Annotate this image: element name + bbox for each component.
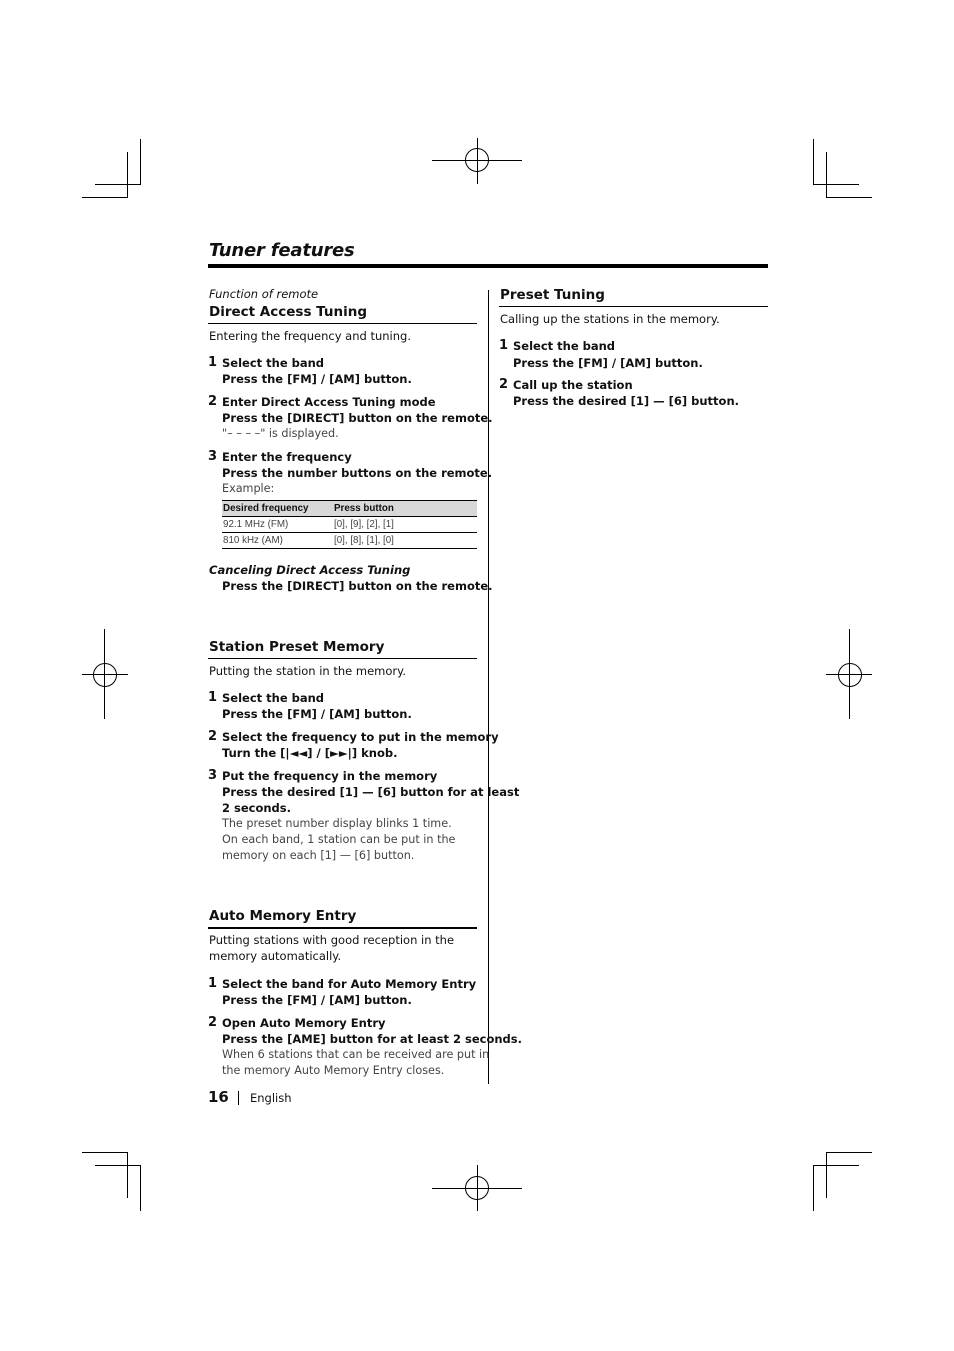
step-action: Press the desired [1] — [6] button. <box>513 394 740 408</box>
step-title: Put the frequency in the memory <box>222 769 438 783</box>
step-number: 3 <box>208 449 218 464</box>
step-title: Enter Direct Access Tuning mode <box>222 395 436 409</box>
step-note: memory on each [1] — [6] button. <box>222 849 415 862</box>
title-rule <box>208 264 768 268</box>
step-note: the memory Auto Memory Entry closes. <box>222 1064 445 1077</box>
step-number: 2 <box>499 377 509 392</box>
step-action: Press the [AME] button for at least 2 seconds. <box>222 1032 522 1046</box>
table-cell: 810 kHz (AM) <box>222 533 334 549</box>
section-rule <box>208 927 477 929</box>
step-note: When 6 stations that can be received are put in <box>222 1048 490 1061</box>
table-row <box>222 517 477 533</box>
page-number: 16 <box>208 1088 229 1106</box>
step-number: 2 <box>208 1015 218 1030</box>
step-title: Select the band <box>513 339 616 353</box>
step-note: The preset number display blinks 1 time. <box>222 817 452 830</box>
step-number: 1 <box>208 976 218 991</box>
page-title: Tuner features <box>209 240 355 261</box>
step-action: 2 seconds. <box>222 801 291 815</box>
step-note: On each band, 1 station can be put in the <box>222 833 456 846</box>
step-action: Press the [FM] / [AM] button. <box>222 707 412 721</box>
section-rule <box>499 306 768 307</box>
section-rule <box>208 658 477 659</box>
step-title: Call up the station <box>513 378 633 392</box>
step-number: 1 <box>499 338 509 353</box>
step-note: "– – – –" is displayed. <box>222 427 339 440</box>
step-title: Select the frequency to put in the memory <box>222 730 499 744</box>
section-description: Calling up the stations in the memory. <box>500 312 720 326</box>
column-header: Desired frequency <box>222 501 334 517</box>
step-title: Open Auto Memory Entry <box>222 1016 386 1030</box>
language-label: English <box>250 1091 292 1105</box>
step-number: 1 <box>208 355 218 370</box>
table-header-row <box>222 501 477 517</box>
step-title: Select the band <box>222 356 325 370</box>
step-title: Enter the frequency <box>222 450 352 464</box>
step-number: 1 <box>208 690 218 705</box>
step-action: Press the number buttons on the remote. <box>222 466 493 480</box>
section-description: Entering the frequency and tuning. <box>209 329 411 343</box>
subsection-heading: Canceling Direct Access Tuning <box>209 563 411 577</box>
subsection-action: Press the [DIRECT] button on the remote. <box>222 579 493 593</box>
step-title: Select the band for Auto Memory Entry <box>222 977 477 991</box>
step-action: Press the [DIRECT] button on the remote. <box>222 411 493 425</box>
section-heading: Station Preset Memory <box>209 639 385 655</box>
step-note: Example: <box>222 482 275 495</box>
section-heading: Auto Memory Entry <box>209 908 357 924</box>
example-table <box>222 500 477 549</box>
step-action: Press the [FM] / [AM] button. <box>222 993 412 1007</box>
step-number: 2 <box>208 729 218 744</box>
section-heading: Preset Tuning <box>500 287 605 303</box>
section-description: Putting the station in the memory. <box>209 664 406 678</box>
step-action: Turn the [|◄◄] / [►►|] knob. <box>222 746 398 760</box>
table-cell: [0], [8], [1], [0] <box>334 533 477 549</box>
table-row <box>222 533 477 549</box>
section-description: Putting stations with good reception in the <box>209 933 455 947</box>
column-header: Press button <box>334 501 477 517</box>
step-number: 3 <box>208 768 218 783</box>
table-cell: [0], [9], [2], [1] <box>334 517 477 533</box>
section-description: memory automatically. <box>209 949 342 963</box>
table-cell: 92.1 MHz (FM) <box>222 517 334 533</box>
function-of-remote-label: Function of remote <box>209 287 319 301</box>
step-action: Press the [FM] / [AM] button. <box>222 372 412 386</box>
section-rule <box>208 323 477 324</box>
step-action: Press the [FM] / [AM] button. <box>513 356 703 370</box>
step-title: Select the band <box>222 691 325 705</box>
section-heading: Direct Access Tuning <box>209 304 368 320</box>
step-action: Press the desired [1] — [6] button for at least <box>222 785 520 799</box>
footer-separator <box>238 1091 239 1105</box>
step-number: 2 <box>208 394 218 409</box>
